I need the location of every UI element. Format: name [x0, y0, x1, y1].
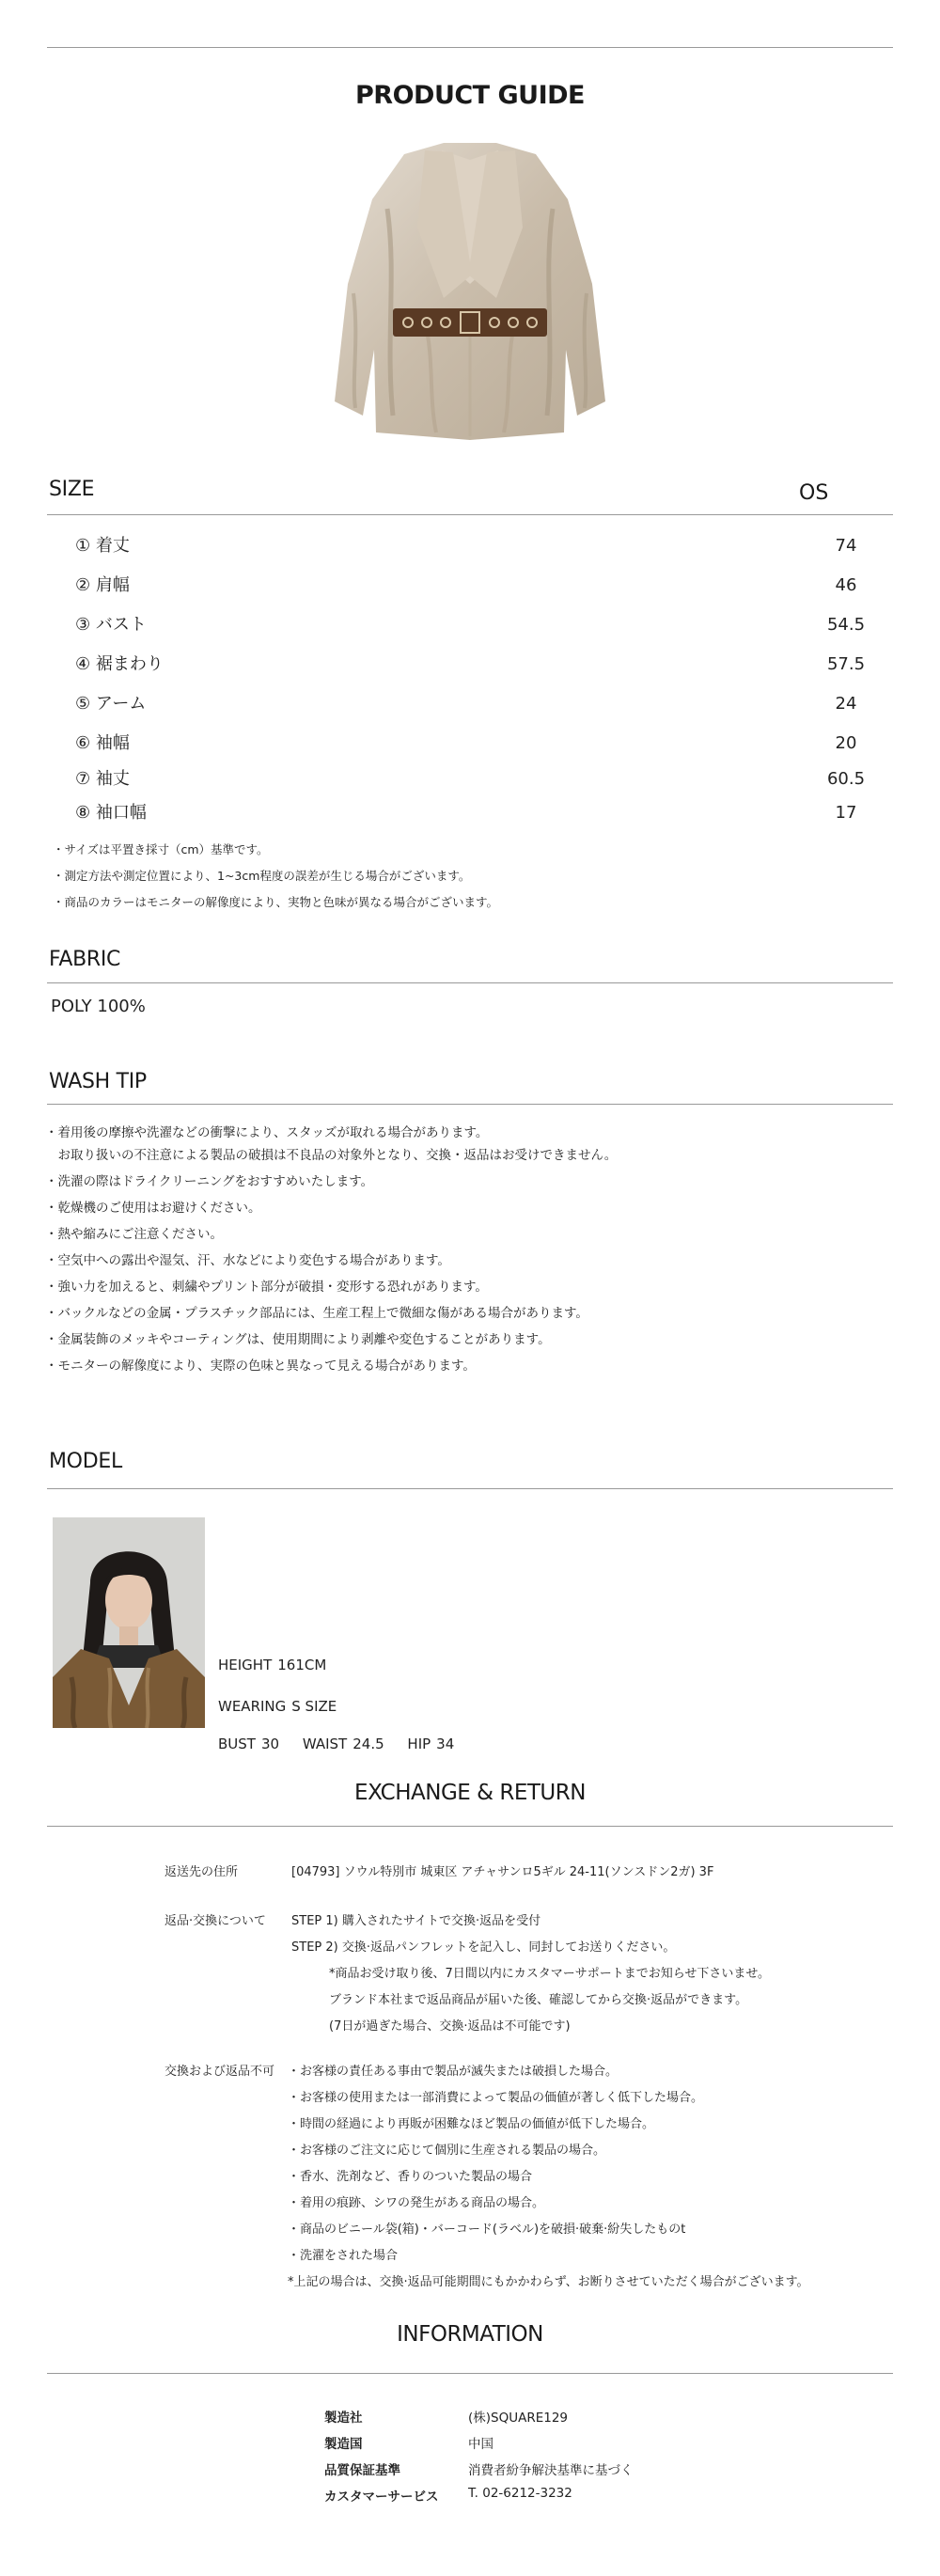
- size-value: 17: [835, 803, 857, 823]
- page-title: PRODUCT GUIDE: [355, 81, 585, 110]
- size-divider: [47, 514, 893, 515]
- refuse-item: ・洗濯をされた場合: [288, 2249, 399, 2263]
- model-hip-value: 34: [436, 1736, 455, 1752]
- model-divider: [47, 1488, 893, 1489]
- model-bust-value: 30: [260, 1736, 280, 1752]
- top-divider: [47, 47, 893, 48]
- size-row: [75, 572, 874, 600]
- size-note: ・商品のカラーはモニターの解像度により、実物と色味が異なる場合がございます。: [53, 895, 499, 909]
- model-height: [218, 1657, 332, 1673]
- refuse-item: ・お客様の責任ある事由で製品が滅失または破損した場合。: [288, 2065, 619, 2079]
- info-key-quality: 品質保証基準: [324, 2463, 400, 2478]
- wash-tip-item: ・金属装飾のメッキやコーティングは、使用期間により剥離や変色することがあります。: [45, 1332, 551, 1347]
- size-value: 74: [835, 536, 857, 556]
- refuse-item: ・香水、洗剤など、香りのついた製品の場合: [288, 2170, 533, 2184]
- size-value: 20: [835, 733, 857, 753]
- address-label: 返送先の住所: [164, 1865, 239, 1879]
- size-row: [75, 799, 874, 827]
- size-label: ④ 裾まわり: [75, 654, 164, 674]
- model-hip-label: HIP: [407, 1736, 431, 1752]
- info-value-manufacturer: (株)SQUARE129: [468, 2411, 569, 2426]
- size-row: [75, 690, 874, 718]
- size-row: [75, 611, 874, 639]
- refuse-item: ・お客様のご注文に応じて個別に生産される製品の場合。: [288, 2144, 606, 2158]
- refuse-item: ・商品のビニール袋(箱)・バーコード(ラベル)を破損·破棄·紛失したものt: [288, 2223, 686, 2237]
- model-wearing-value: S SIZE: [291, 1698, 337, 1715]
- return-address: [04793] ソウル特別市 城東区 アチャサンロ5ギル 24-11(ソンスドン2ガ) 3F: [291, 1865, 714, 1879]
- procedure-step: STEP 2) 交換·返品パンフレットを記入し、同封してお送りください。: [291, 1940, 676, 1955]
- wash-tip-item: ・着用後の摩擦や洗濯などの衝撃により、スタッズが取れる場合があります。: [45, 1125, 489, 1140]
- size-heading: SIZE: [49, 478, 95, 501]
- size-row: [75, 651, 874, 679]
- information-divider: [47, 2373, 893, 2374]
- refuse-item: ・お客様の使用または一部消費によって製品の価値が著しく低下した場合。: [288, 2091, 704, 2105]
- fabric-divider: [47, 982, 893, 983]
- exchange-heading: EXCHANGE & RETURN: [354, 1781, 586, 1805]
- refuse-label: 交換および返品不可: [164, 2065, 275, 2079]
- wash-tip-heading: WASH TIP: [49, 1070, 147, 1093]
- procedure-note: *商品お受け取り後、7日間以内にカスタマーサポートまでお知らせ下さいませ。: [329, 1967, 770, 1981]
- size-row: [75, 765, 874, 793]
- fabric-composition: POLY 100%: [51, 997, 146, 1016]
- size-note: ・測定方法や測定位置により、1~3cm程度の誤差が生じる場合がございます。: [53, 869, 471, 883]
- size-value: 54.5: [826, 615, 866, 635]
- wash-tip-item: ・モニターの解像度により、実際の色味と異なって見える場合があります。: [45, 1359, 476, 1374]
- info-value-customer-service: T. 02-6212-3232: [468, 2486, 572, 2501]
- wash-tip-item: ・バックルなどの金属・プラスチック部品には、生産工程上で微細な傷がある場合があります。: [45, 1306, 588, 1321]
- refuse-item: ・時間の経過により再販が困難なほど製品の価値が低下した場合。: [288, 2117, 655, 2131]
- model-height-value: 161CM: [277, 1657, 327, 1673]
- size-label: ⑤ アーム: [75, 694, 147, 714]
- size-note: ・サイズは平置き採寸（cm）基準です。: [53, 842, 269, 856]
- size-label: ⑥ 袖幅: [75, 733, 130, 753]
- size-label: ③ バスト: [75, 615, 147, 635]
- fabric-heading: FABRIC: [49, 948, 121, 971]
- model-waist-label: WAIST: [302, 1736, 348, 1752]
- model-wearing: [218, 1698, 342, 1715]
- model-photo: [53, 1517, 205, 1728]
- wash-tip-item: ・熱や縮みにご注意ください。: [45, 1227, 223, 1242]
- wash-tip-item: お取り扱いの不注意による製品の破損は不良品の対象外となり、交換・返品はお受けできません。: [45, 1148, 618, 1163]
- size-label: ① 着丈: [75, 536, 130, 556]
- refuse-item: ・着用の痕跡、シワの発生がある商品の場合。: [288, 2196, 545, 2210]
- refuse-footnote: *上記の場合は、交換·返品可能期間にもかかわらず、お断りさせていただく場合がございます。: [288, 2275, 809, 2289]
- model-bust-label: BUST: [218, 1736, 256, 1752]
- info-key-country: 製造国: [324, 2437, 363, 2452]
- wash-tip-item: ・強い力を加えると、刺繍やプリント部分が破損・変形する恐れがあります。: [45, 1280, 488, 1295]
- info-key-manufacturer: 製造社: [324, 2411, 363, 2426]
- exchange-divider: [47, 1826, 893, 1827]
- wash-tip-item: ・空気中への露出や湿気、汗、水などにより変色する場合があります。: [45, 1253, 450, 1268]
- model-height-label: HEIGHT: [218, 1657, 273, 1673]
- procedure-note: (7日が過ぎた場合、交換·返品は不可能です): [329, 2019, 571, 2034]
- model-heading: MODEL: [49, 1450, 122, 1473]
- size-label: ② 肩幅: [75, 575, 130, 595]
- size-value: 46: [835, 575, 857, 595]
- info-value-quality: 消費者紛争解決基準に基づく: [468, 2463, 634, 2478]
- model-waist-value: 24.5: [352, 1736, 384, 1752]
- info-key-customer-service: カスタマーサービス: [324, 2490, 439, 2505]
- size-value: 60.5: [826, 769, 866, 789]
- size-row: [75, 532, 874, 560]
- size-label: ⑧ 袖口幅: [75, 803, 147, 823]
- procedure-note: ブランド本社まで返品商品が届いた後、確認してから交換·返品ができます。: [329, 1993, 748, 2007]
- model-wearing-label: WEARING: [218, 1698, 287, 1715]
- wash-tip-item: ・洗濯の際はドライクリーニングをおすすめいたします。: [45, 1174, 374, 1189]
- procedure-step: STEP 1) 購入されたサイトで交換·返品を受付: [291, 1914, 541, 1928]
- size-value: 24: [835, 694, 857, 714]
- procedure-label: 返品·交換について: [164, 1914, 266, 1928]
- product-image: [331, 134, 609, 453]
- wash-tip-item: ・乾燥機のご使用はお避けください。: [45, 1201, 261, 1216]
- model-measurements: [218, 1736, 460, 1752]
- size-row: [75, 730, 874, 758]
- size-column-label: OS: [799, 481, 829, 505]
- size-label: ⑦ 袖丈: [75, 769, 130, 789]
- information-heading: INFORMATION: [397, 2322, 543, 2347]
- info-value-country: 中国: [468, 2437, 494, 2452]
- wash-tip-divider: [47, 1104, 893, 1105]
- size-value: 57.5: [826, 654, 866, 674]
